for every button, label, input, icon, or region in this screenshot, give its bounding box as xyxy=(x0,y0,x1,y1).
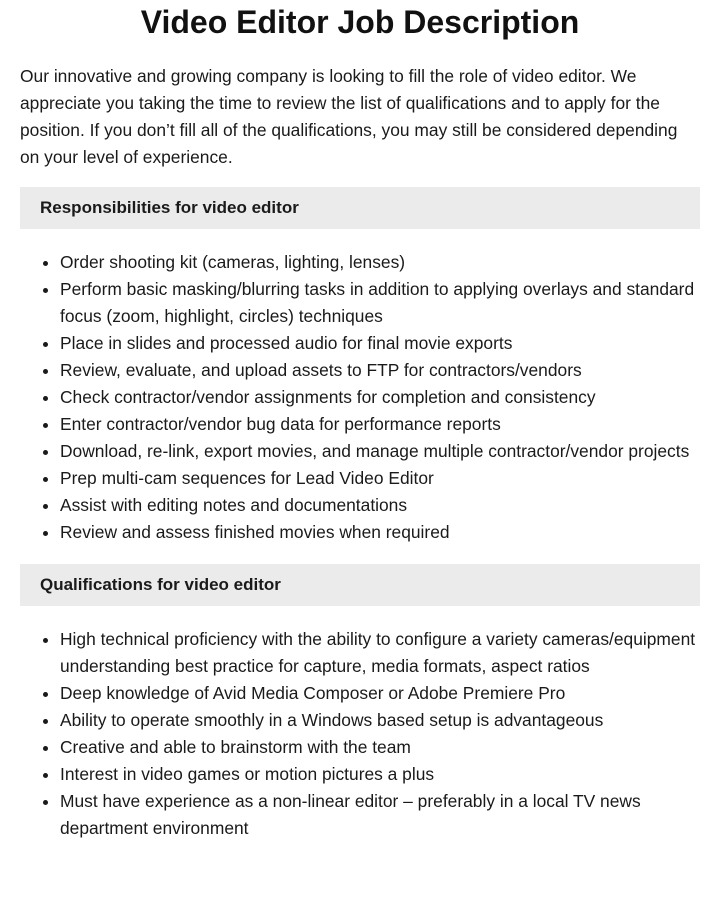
list-item: • Assist with editing notes and documentations xyxy=(60,492,700,519)
list-item: • Ability to operate smoothly in a Windows based setup is advantageous xyxy=(60,707,700,734)
list-item: • Creative and able to brainstorm with the team xyxy=(60,734,700,761)
list-item: • Must have experience as a non-linear editor – preferably in a local TV news department environment xyxy=(60,788,700,842)
qualifications-list xyxy=(20,626,700,842)
list-item: • Perform basic masking/blurring tasks in addition to applying overlays and standard focus (zoom, highlight, circles) techniques xyxy=(60,276,700,330)
list-item: • Enter contractor/vendor bug data for performance reports xyxy=(60,411,700,438)
list-item: • Place in slides and processed audio for final movie exports xyxy=(60,330,700,357)
list-item: • Review and assess finished movies when required xyxy=(60,519,700,546)
list-item: • Review, evaluate, and upload assets to FTP for contractors/vendors xyxy=(60,357,700,384)
list-item: • Interest in video games or motion pictures a plus xyxy=(60,761,700,788)
list-item: • Order shooting kit (cameras, lighting, lenses) xyxy=(60,249,700,276)
list-item: • Check contractor/vendor assignments for completion and consistency xyxy=(60,384,700,411)
list-item: • Prep multi-cam sequences for Lead Video Editor xyxy=(60,465,700,492)
list-item: • Deep knowledge of Avid Media Composer or Adobe Premiere Pro xyxy=(60,680,700,707)
qualifications-heading: Qualifications for video editor xyxy=(20,564,700,606)
intro-paragraph: Our innovative and growing company is looking to fill the role of video editor. We appreciate you taking the time to review the list of qualifications and to apply for the position. If you don’t fill all of the qualifications, you may still be considered depending on your level of experience. xyxy=(20,66,678,167)
responsibilities-heading: Responsibilities for video editor xyxy=(20,187,700,229)
responsibilities-list xyxy=(20,249,700,546)
list-item: • Download, re-link, export movies, and manage multiple contractor/vendor projects xyxy=(60,438,700,465)
page-title: Video Editor Job Description xyxy=(140,4,580,40)
list-item: • High technical proficiency with the ability to configure a variety cameras/equipment understanding best practice for capture, media formats, aspect ratios xyxy=(60,626,700,680)
